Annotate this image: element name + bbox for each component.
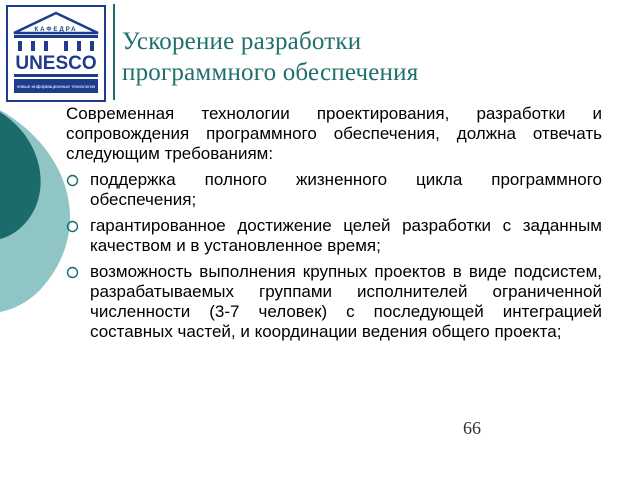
slide-title-line-1: Ускорение разработки xyxy=(122,28,362,55)
unesco-logo xyxy=(6,5,106,102)
list-item-text: поддержка полного жизненного цикла программного обеспечения; xyxy=(90,170,602,209)
page-number: 66 xyxy=(463,418,481,438)
slide-title xyxy=(122,26,622,88)
slide-body xyxy=(66,104,602,348)
list-item-text: гарантированное достижение целей разработки с заданным качеством и в установленное время; xyxy=(90,216,602,255)
requirements-list xyxy=(66,170,602,342)
logo-top-text: КАФЕДРА xyxy=(34,27,78,33)
title-divider xyxy=(113,4,115,100)
logo-main-text: UNESCO xyxy=(15,53,97,74)
slide-title-line-2: программного обеспечения xyxy=(122,59,419,86)
list-item xyxy=(66,262,602,342)
list-item-text: возможность выполнения крупных проектов в виде подсистем, разрабатываемых группами исполнителей ограниченной численности (3-7 человек) с последующей интеграцией составных частей, и координации ведения общего проекта; xyxy=(90,262,602,341)
circle-bullet-icon xyxy=(66,220,79,233)
circle-bullet-icon xyxy=(66,266,79,279)
logo-bottom-text: новые информационные технологии xyxy=(16,84,96,89)
circle-bullet-icon xyxy=(66,174,79,187)
intro-paragraph: Современная технологии проектирования, разработки и сопровождения программного обеспечения, должна отвечать следующим требованиям: xyxy=(66,104,602,163)
list-item xyxy=(66,216,602,256)
list-item xyxy=(66,170,602,210)
